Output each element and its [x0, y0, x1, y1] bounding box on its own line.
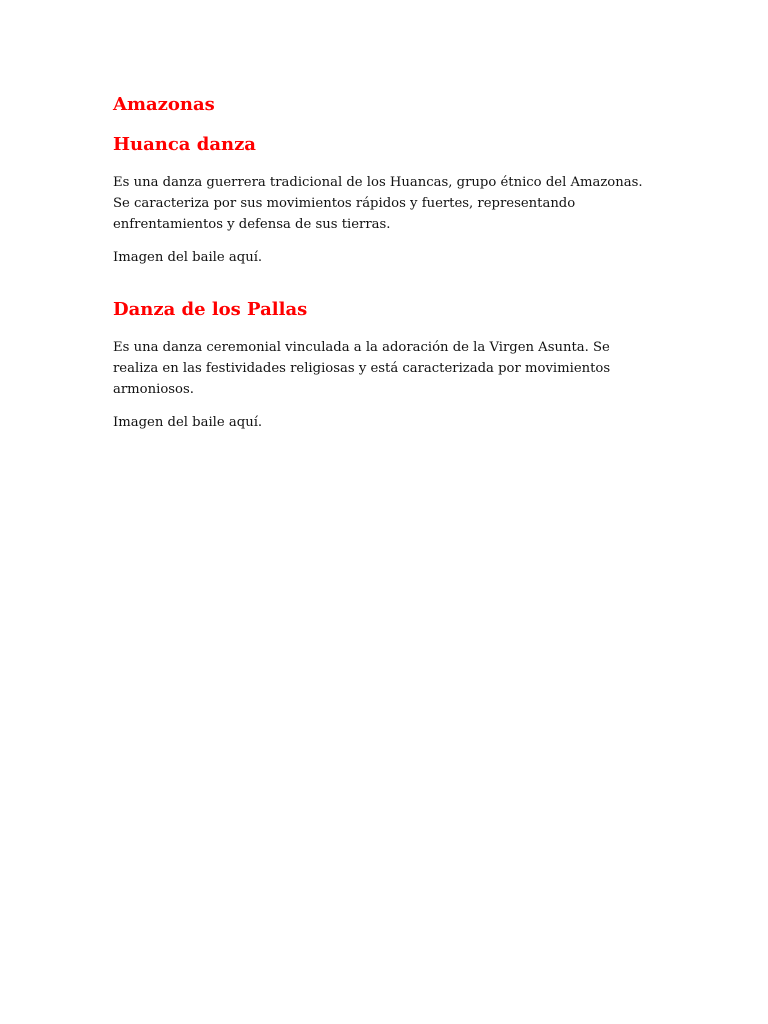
image-placeholder-text: Imagen del baile aquí.: [113, 415, 263, 430]
section-danza-de-los-pallas: [113, 297, 658, 433]
document-page: [113, 92, 658, 433]
section-heading: Huanca danza: [113, 134, 256, 155]
section-description: Es una danza ceremonial vinculada a la adoración de la Virgen Asunta. Se realiza en las festividades religiosas y está caracterizada por movimientos armoniosos.: [113, 340, 611, 397]
section-description: Es una danza guerrera tradicional de los Huancas, grupo étnico del Amazonas. Se caracteriza por sus movimientos rápidos y fuertes, representando enfrentamientos y defensa de sus tierras.: [113, 175, 643, 232]
section-heading: Danza de los Pallas: [113, 299, 308, 320]
image-placeholder-text: Imagen del baile aquí.: [113, 250, 263, 265]
section-huanca-danza: [113, 132, 658, 268]
document-title: Amazonas: [113, 94, 215, 115]
